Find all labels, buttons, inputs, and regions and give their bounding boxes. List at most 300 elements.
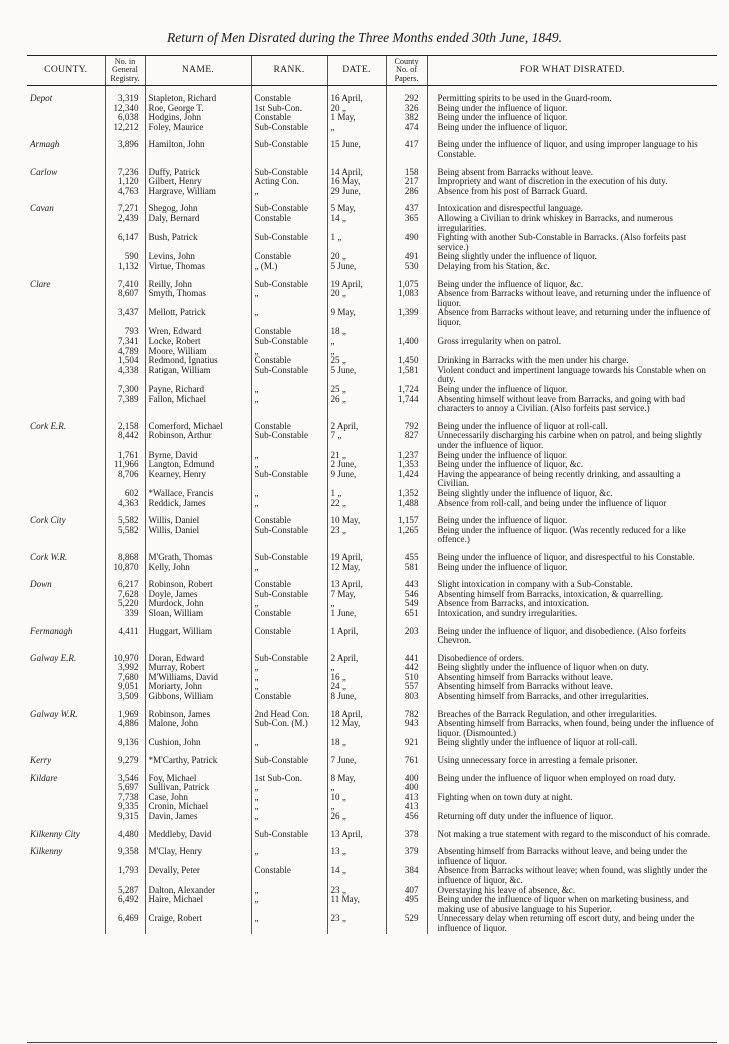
- table-row: [27, 766, 717, 784]
- cell-date: 8 May,: [327, 766, 386, 784]
- cell-date: 1 „: [327, 233, 386, 252]
- cell-rank: Constable: [251, 692, 327, 702]
- cell-reg: 793: [105, 327, 145, 337]
- cell-reg: 4,763: [105, 187, 145, 197]
- cell-reg: 5,287: [105, 886, 145, 896]
- cell-reg: 3,509: [105, 692, 145, 702]
- table-row: [27, 414, 717, 432]
- cell-date: 29 June,: [327, 187, 386, 197]
- cell-reg: 2,439: [105, 214, 145, 233]
- cell-reason: Absence from his post of Barrack Guard.: [427, 187, 717, 197]
- cell-county: [27, 563, 105, 573]
- table-row: [27, 822, 717, 840]
- cell-pap: 761: [386, 748, 427, 766]
- cell-reg: 7,300: [105, 385, 145, 395]
- cell-date: 19 April,: [327, 545, 386, 563]
- cell-reason: Being slightly under the influence of liquor at roll-call.: [427, 738, 717, 748]
- cell-date: 23 „: [327, 914, 386, 933]
- cell-name: Robinson, Arthur: [145, 431, 251, 450]
- cell-name: Huggart, William: [145, 619, 251, 646]
- cell-reason: Violent conduct and impertinent language towards his Constable when on duty.: [427, 366, 717, 385]
- cell-county: [27, 609, 105, 619]
- cell-pap: 384: [386, 866, 427, 885]
- cell-pap: 827: [386, 431, 427, 450]
- cell-name: Mellott, Patrick: [145, 308, 251, 327]
- table-row: [27, 385, 717, 395]
- cell-name: Robinson, James: [145, 702, 251, 720]
- cell-reg: 7,341: [105, 337, 145, 347]
- cell-reason: Being under the influence of liquor. (Was recently reduced for a like offence.): [427, 526, 717, 545]
- cell-rank: Sub-Constable: [251, 748, 327, 766]
- cell-pap: 158: [386, 160, 427, 178]
- cell-pap: 1,744: [386, 395, 427, 414]
- cell-county: [27, 113, 105, 123]
- cell-county: [27, 366, 105, 385]
- cell-reg: 9,279: [105, 748, 145, 766]
- cell-name: Malone, John: [145, 719, 251, 738]
- table-row: [27, 793, 717, 803]
- cell-reason: Absenting himself from Barracks without leave.: [427, 673, 717, 683]
- cell-reg: 590: [105, 252, 145, 262]
- cell-reg: 7,271: [105, 196, 145, 214]
- cell-name: Daly, Bernard: [145, 214, 251, 233]
- cell-rank: Sub-Constable: [251, 337, 327, 347]
- cell-reg: 1,504: [105, 356, 145, 366]
- cell-pap: 1,352: [386, 489, 427, 499]
- cell-reason: Breaches of the Barrack Regulation, and other irregularities.: [427, 702, 717, 720]
- table-row: [27, 123, 717, 133]
- cell-pap: 413: [386, 793, 427, 803]
- table-row: [27, 663, 717, 673]
- cell-date: 21 „: [327, 451, 386, 461]
- cell-rank: 1st Sub-Con.: [251, 766, 327, 784]
- cell-pap: 326: [386, 104, 427, 114]
- table-row: [27, 187, 717, 197]
- cell-reason: Fighting with another Sub-Constable in Barracks. (Also forfeits past service.): [427, 233, 717, 252]
- table-row: [27, 366, 717, 385]
- cell-rank: „: [251, 895, 327, 914]
- cell-date: 2 April,: [327, 414, 386, 432]
- cell-reg: 4,363: [105, 499, 145, 509]
- cell-name: Foy, Michael: [145, 766, 251, 784]
- table-row: [27, 619, 717, 646]
- cell-rank: „: [251, 451, 327, 461]
- cell-reason: Being under the influence of liquor at roll-call.: [427, 414, 717, 432]
- cell-pap: 1,424: [386, 470, 427, 489]
- cell-rank: „: [251, 489, 327, 499]
- cell-reg: 12,212: [105, 123, 145, 133]
- table-row: [27, 395, 717, 414]
- cell-name: Ratigan, William: [145, 366, 251, 385]
- cell-date: 26 „: [327, 812, 386, 822]
- cell-county: [27, 289, 105, 308]
- cell-reason: Being under the influence of liquor, and disrespectful to his Constable.: [427, 545, 717, 563]
- cell-rank: Sub-Constable: [251, 545, 327, 563]
- cell-pap: 365: [386, 214, 427, 233]
- table-row: [27, 914, 717, 933]
- header-rank: RANK.: [251, 56, 327, 86]
- cell-reason: Not making a true statement with regard to the misconduct of his comrade.: [427, 822, 717, 840]
- cell-name: Gibbons, William: [145, 692, 251, 702]
- cell-pap: 407: [386, 886, 427, 896]
- cell-date: 16 „: [327, 673, 386, 683]
- cell-county: [27, 347, 105, 357]
- cell-name: Reddick, James: [145, 499, 251, 509]
- cell-reason: Absenting himself without leave from Barracks, and going with bad characters to annoy a Civilian. (Also forfeits past service.): [427, 395, 717, 414]
- table-row: [27, 132, 717, 159]
- cell-county: [27, 673, 105, 683]
- cell-county: [27, 914, 105, 933]
- cell-rank: „ (M.): [251, 262, 327, 272]
- cell-county: [27, 123, 105, 133]
- cell-pap: 792: [386, 414, 427, 432]
- cell-reg: 6,038: [105, 113, 145, 123]
- cell-reason: Absenting himself from Barracks, intoxication, & quarrelling.: [427, 590, 717, 600]
- cell-date: 26 „: [327, 395, 386, 414]
- cell-reg: 3,546: [105, 766, 145, 784]
- table-body: [27, 86, 717, 934]
- cell-reason: Unnecessarily discharging his carbine when on patrol, and being slightly under the influence of liquor.: [427, 431, 717, 450]
- cell-name: Reilly, John: [145, 272, 251, 290]
- cell-name: Redmond, Ignatius: [145, 356, 251, 366]
- header-row: [27, 56, 717, 86]
- cell-date: 23 „: [327, 526, 386, 545]
- cell-date: 7 „: [327, 431, 386, 450]
- cell-reg: 7,680: [105, 673, 145, 683]
- cell-pap: [386, 327, 427, 337]
- cell-reason: Being under the influence of liquor.: [427, 385, 717, 395]
- cell-rank: „: [251, 682, 327, 692]
- cell-reason: Unnecessary delay when returning off escort duty, and being under the influence of liquor.: [427, 914, 717, 933]
- cell-reason: Absenting himself from Barracks, when found, being under the influence of liquor. (Dismounted.): [427, 719, 717, 738]
- table-row: [27, 252, 717, 262]
- cell-pap: 1,157: [386, 508, 427, 526]
- table-row: [27, 356, 717, 366]
- cell-reg: 9,358: [105, 839, 145, 866]
- cell-pap: 203: [386, 619, 427, 646]
- cell-rank: Sub-Constable: [251, 272, 327, 290]
- cell-pap: 495: [386, 895, 427, 914]
- cell-pap: 1,265: [386, 526, 427, 545]
- cell-reg: 1,793: [105, 866, 145, 885]
- cell-name: Robinson, Robert: [145, 572, 251, 590]
- cell-reg: 6,147: [105, 233, 145, 252]
- cell-rank: „: [251, 563, 327, 573]
- cell-date: 16 April,: [327, 86, 386, 104]
- cell-name: Moriarty, John: [145, 682, 251, 692]
- cell-pap: 1,400: [386, 337, 427, 347]
- cell-reason: Having the appearance of being recently drinking, and assaulting a Civilian.: [427, 470, 717, 489]
- cell-date: 13 April,: [327, 572, 386, 590]
- cell-name: Bush, Patrick: [145, 233, 251, 252]
- cell-county: [27, 233, 105, 252]
- cell-name: Willis, Daniel: [145, 508, 251, 526]
- cell-reg: 8,607: [105, 289, 145, 308]
- cell-name: Hargrave, William: [145, 187, 251, 197]
- cell-county: Cavan: [30, 203, 54, 214]
- table-row: [27, 177, 717, 187]
- cell-rank: „: [251, 673, 327, 683]
- cell-county: [27, 719, 105, 738]
- table-row: [27, 599, 717, 609]
- cell-date: 1 June,: [327, 609, 386, 619]
- cell-reg: 9,315: [105, 812, 145, 822]
- cell-name: Willis, Daniel: [145, 526, 251, 545]
- cell-name: Roe, George T.: [145, 104, 251, 114]
- cell-date: „: [327, 123, 386, 133]
- cell-pap: 1,399: [386, 308, 427, 327]
- table-row: [27, 289, 717, 308]
- cell-name: Stapleton, Richard: [145, 86, 251, 104]
- cell-rank: Sub-Constable: [251, 470, 327, 489]
- cell-county: Down: [30, 579, 52, 590]
- table-row: [27, 886, 717, 896]
- table-row: [27, 499, 717, 509]
- cell-name: Hamilton, John: [145, 132, 251, 159]
- cell-county: Fermanagh: [30, 625, 73, 636]
- cell-name: Cronin, Michael: [145, 802, 251, 812]
- cell-county: [27, 460, 105, 470]
- cell-county: Kerry: [30, 755, 52, 766]
- cell-pap: 379: [386, 839, 427, 866]
- table-row: [27, 113, 717, 123]
- cell-reg: 4,411: [105, 619, 145, 646]
- table-row: [27, 526, 717, 545]
- cell-reason: Absenting himself from Barracks without leave, and being under the influence of liquor.: [427, 839, 717, 866]
- cell-name: Case, John: [145, 793, 251, 803]
- table-row: [27, 682, 717, 692]
- cell-date: 20 „: [327, 252, 386, 262]
- cell-county: [27, 590, 105, 600]
- cell-reason: [427, 802, 717, 812]
- cell-reason: Being under the influence of liquor.: [427, 123, 717, 133]
- cell-county: [27, 738, 105, 748]
- cell-rank: „: [251, 783, 327, 793]
- cell-rank: „: [251, 793, 327, 803]
- header-date: DATE.: [327, 56, 386, 86]
- cell-rank: „: [251, 308, 327, 327]
- cell-date: 24 „: [327, 682, 386, 692]
- cell-reason: [427, 327, 717, 337]
- cell-pap: 1,075: [386, 272, 427, 290]
- cell-county: [27, 866, 105, 885]
- cell-reason: Being under the influence of liquor, &c.: [427, 272, 717, 290]
- cell-reg: 8,868: [105, 545, 145, 563]
- cell-county: [27, 886, 105, 896]
- cell-name: Devally, Peter: [145, 866, 251, 885]
- cell-reason: [427, 783, 717, 793]
- table-row: [27, 262, 717, 272]
- cell-date: „: [327, 347, 386, 357]
- cell-pap: 782: [386, 702, 427, 720]
- cell-name: *Wallace, Francis: [145, 489, 251, 499]
- cell-county: [27, 252, 105, 262]
- cell-reason: Being absent from Barracks without leave.: [427, 160, 717, 178]
- cell-reg: 7,389: [105, 395, 145, 414]
- cell-name: Wren, Edward: [145, 327, 251, 337]
- cell-rank: „: [251, 738, 327, 748]
- cell-reg: 1,761: [105, 451, 145, 461]
- cell-rank: Sub-Constable: [251, 123, 327, 133]
- cell-reason: Being under the influence of liquor.: [427, 451, 717, 461]
- cell-name: Doran, Edward: [145, 646, 251, 664]
- table-row: [27, 308, 717, 327]
- cell-reg: 602: [105, 489, 145, 499]
- table-row: [27, 719, 717, 738]
- cell-pap: 549: [386, 599, 427, 609]
- cell-reg: 4,789: [105, 347, 145, 357]
- cell-reason: Absence from Barracks, and intoxication.: [427, 599, 717, 609]
- cell-date: 25 „: [327, 356, 386, 366]
- cell-date: 7 June,: [327, 748, 386, 766]
- cell-reason: Being under the influence of liquor when on marketing business, and making use of abusive language to his Superior.: [427, 895, 717, 914]
- cell-name: Locke, Robert: [145, 337, 251, 347]
- cell-reg: 6,217: [105, 572, 145, 590]
- cell-name: Murdock, John: [145, 599, 251, 609]
- cell-pap: 378: [386, 822, 427, 840]
- cell-rank: „: [251, 599, 327, 609]
- cell-pap: [386, 347, 427, 357]
- cell-county: Cork E.R.: [30, 420, 67, 431]
- cell-date: 25 „: [327, 385, 386, 395]
- cell-reason: Being under the influence of liquor.: [427, 508, 717, 526]
- cell-rank: Sub-Constable: [251, 132, 327, 159]
- cell-county: Cork W.R.: [30, 551, 68, 562]
- cell-name: *M'Carthy, Patrick: [145, 748, 251, 766]
- cell-date: 5 June,: [327, 262, 386, 272]
- cell-reason: Being under the influence of liquor.: [427, 104, 717, 114]
- table-row: [27, 839, 717, 866]
- disrated-men-table: [27, 55, 717, 934]
- cell-date: „: [327, 783, 386, 793]
- cell-date: 18 April,: [327, 702, 386, 720]
- cell-reason: Being slightly under the influence of liquor when on duty.: [427, 663, 717, 673]
- cell-reg: 3,437: [105, 308, 145, 327]
- cell-reason: Gross irregularity when on patrol.: [427, 337, 717, 347]
- cell-date: 2 April,: [327, 646, 386, 664]
- header-county: COUNTY.: [27, 56, 105, 86]
- cell-rank: „: [251, 395, 327, 414]
- cell-county: [27, 489, 105, 499]
- cell-rank: Sub-Constable: [251, 590, 327, 600]
- cell-reg: 7,410: [105, 272, 145, 290]
- cell-county: [27, 431, 105, 450]
- cell-rank: „: [251, 385, 327, 395]
- cell-name: Levins, John: [145, 252, 251, 262]
- cell-date: 7 May,: [327, 590, 386, 600]
- cell-name: Moore, William: [145, 347, 251, 357]
- cell-reason: Allowing a Civilian to drink whiskey in Barracks, and numerous irregularities.: [427, 214, 717, 233]
- cell-county: Galway E.R.: [30, 652, 77, 663]
- cell-reason: Being under the influence of liquor, &c.: [427, 460, 717, 470]
- cell-pap: 456: [386, 812, 427, 822]
- table-row: [27, 802, 717, 812]
- table-row: [27, 233, 717, 252]
- cell-date: 12 May,: [327, 719, 386, 738]
- cell-reg: 9,051: [105, 682, 145, 692]
- table-row: [27, 572, 717, 590]
- cell-rank: Constable: [251, 866, 327, 885]
- cell-rank: Sub-Constable: [251, 196, 327, 214]
- cell-county: [27, 663, 105, 673]
- cell-reason: Being slightly under the influence of liquor, &c.: [427, 489, 717, 499]
- header-reason: FOR WHAT DISRATED.: [427, 56, 717, 86]
- cell-reg: 6,469: [105, 914, 145, 933]
- cell-reg: 1,969: [105, 702, 145, 720]
- cell-pap: 1,450: [386, 356, 427, 366]
- cell-date: „: [327, 337, 386, 347]
- cell-rank: Sub-Constable: [251, 366, 327, 385]
- cell-date: 14 „: [327, 866, 386, 885]
- cell-name: Comerford, Michael: [145, 414, 251, 432]
- cell-name: Shegog, John: [145, 196, 251, 214]
- cell-date: 5 June,: [327, 366, 386, 385]
- cell-pap: 557: [386, 682, 427, 692]
- cell-county: Depot: [30, 93, 53, 103]
- cell-county: [27, 470, 105, 489]
- cell-pap: 491: [386, 252, 427, 262]
- cell-county: [27, 682, 105, 692]
- cell-county: Kilkenny City: [30, 828, 80, 839]
- cell-date: 18 „: [327, 738, 386, 748]
- cell-pap: 474: [386, 123, 427, 133]
- table-row: [27, 451, 717, 461]
- cell-date: 9 June,: [327, 470, 386, 489]
- cell-rank: Sub-Con. (M.): [251, 719, 327, 738]
- cell-pap: 417: [386, 132, 427, 159]
- cell-rank: Constable: [251, 252, 327, 262]
- cell-date: 14 April,: [327, 160, 386, 178]
- cell-rank: „: [251, 839, 327, 866]
- cell-date: 13 „: [327, 839, 386, 866]
- cell-county: [27, 337, 105, 347]
- cell-rank: „: [251, 499, 327, 509]
- cell-county: Cork City: [30, 515, 66, 526]
- cell-name: Craige, Robert: [145, 914, 251, 933]
- cell-pap: 510: [386, 673, 427, 683]
- cell-reg: 7,738: [105, 793, 145, 803]
- cell-county: [27, 692, 105, 702]
- cell-date: „: [327, 802, 386, 812]
- cell-pap: 292: [386, 86, 427, 104]
- cell-name: Kelly, John: [145, 563, 251, 573]
- cell-date: „: [327, 599, 386, 609]
- cell-reason: Absence from roll-call, and being under the influence of liquor: [427, 499, 717, 509]
- cell-rank: „: [251, 812, 327, 822]
- table-row: [27, 783, 717, 793]
- table-row: [27, 545, 717, 563]
- cell-rank: Constable: [251, 508, 327, 526]
- cell-rank: „: [251, 460, 327, 470]
- cell-reg: 8,706: [105, 470, 145, 489]
- cell-name: Meddleby, David: [145, 822, 251, 840]
- cell-name: Foley, Maurice: [145, 123, 251, 133]
- cell-reg: 12,340: [105, 104, 145, 114]
- cell-pap: 529: [386, 914, 427, 933]
- cell-name: Sloan, William: [145, 609, 251, 619]
- cell-rank: Sub-Constable: [251, 646, 327, 664]
- cell-pap: 1,237: [386, 451, 427, 461]
- header-registry: No. in General Registry.: [105, 56, 145, 86]
- cell-pap: 490: [386, 233, 427, 252]
- cell-rank: 2nd Head Con.: [251, 702, 327, 720]
- cell-rank: Constable: [251, 327, 327, 337]
- cell-pap: 455: [386, 545, 427, 563]
- cell-date: 22 „: [327, 499, 386, 509]
- cell-pap: 1,353: [386, 460, 427, 470]
- table-row: [27, 646, 717, 664]
- cell-name: M'Williams, David: [145, 673, 251, 683]
